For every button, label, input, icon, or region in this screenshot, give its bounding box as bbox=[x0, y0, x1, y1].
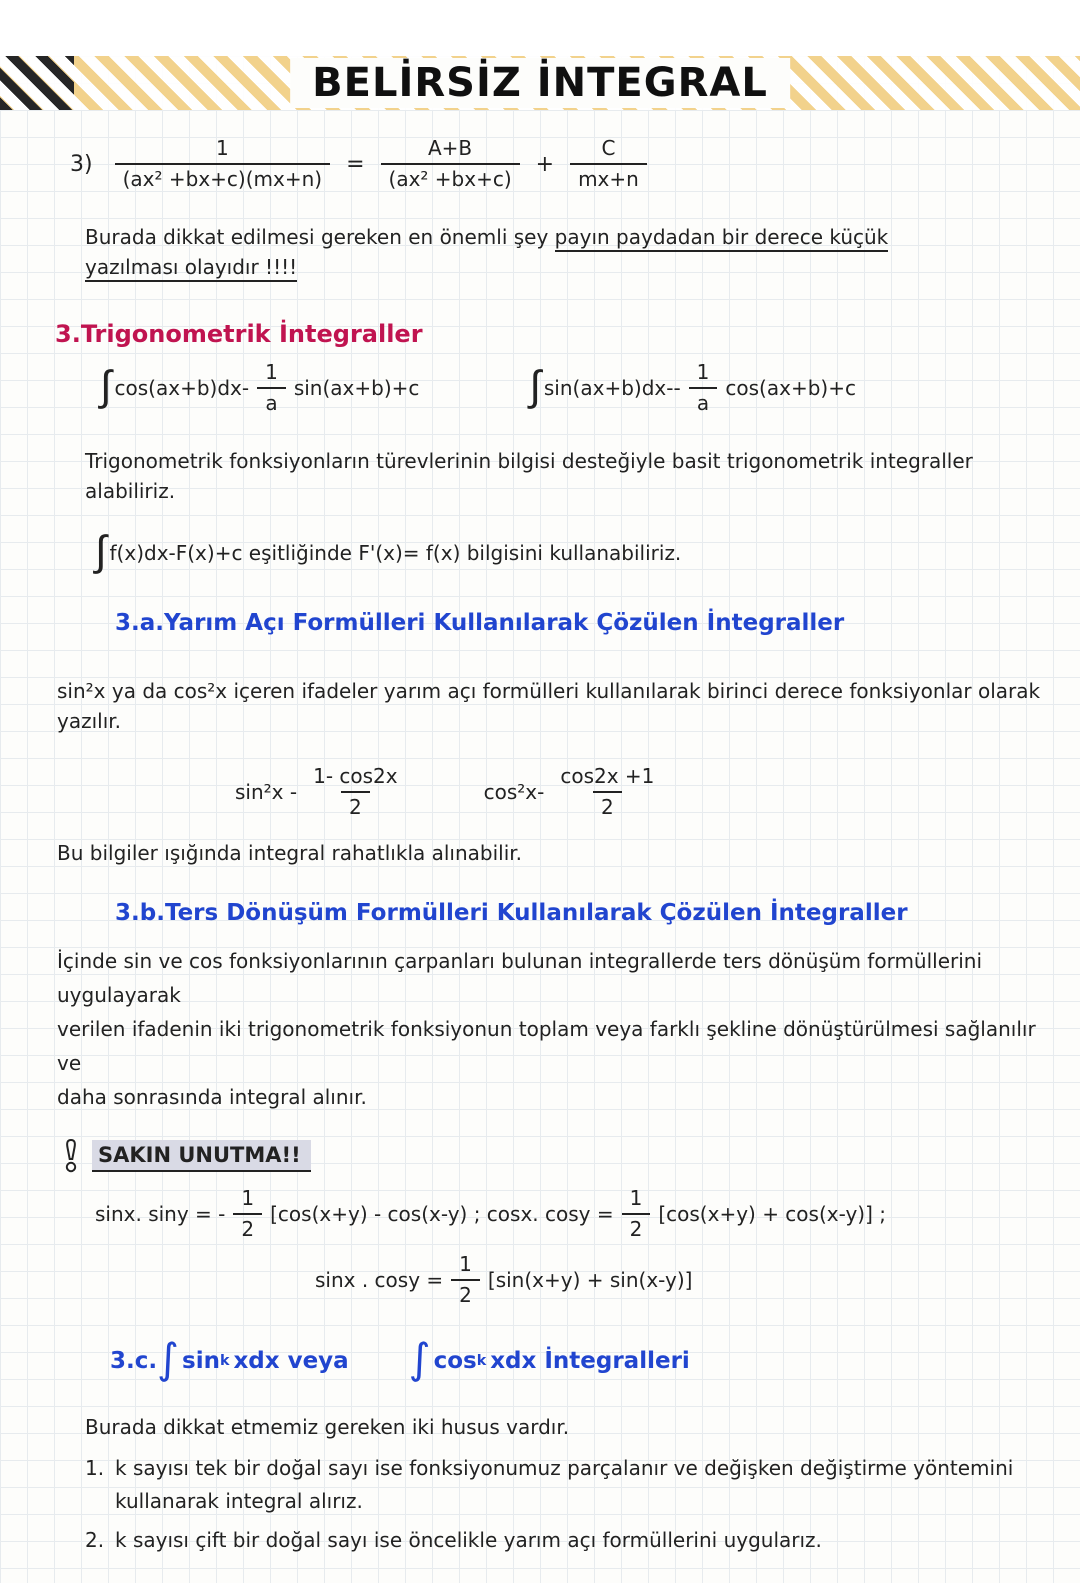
fraction bbox=[257, 360, 286, 416]
list-item bbox=[85, 1452, 1040, 1518]
section-3a-heading: 3.a.Yarım Açı Formülleri Kullanılarak Çözülen İntegraller bbox=[115, 610, 845, 636]
fraction-numerator: cos2x +1 bbox=[560, 764, 655, 788]
formula-text: cos²x- bbox=[483, 780, 545, 804]
two-cases-note: Burada dikkat etmemiz gereken iki husus vardır. bbox=[85, 1415, 570, 1439]
fraction bbox=[451, 1252, 480, 1308]
sin-squared-formula bbox=[235, 764, 414, 820]
formula-text: sin(ax+b)+c bbox=[293, 376, 420, 400]
fraction-denominator: a bbox=[689, 387, 717, 416]
note-text: Burada dikkat edilmesi gereken en önemli şey bbox=[85, 225, 555, 249]
fraction-2 bbox=[381, 136, 520, 192]
exponent: k bbox=[219, 1353, 230, 1369]
inverse-transform-note bbox=[57, 944, 1050, 1114]
fraction-denominator: 2 bbox=[451, 1279, 480, 1308]
formula-text: sin(ax+b)dx-- bbox=[543, 376, 681, 400]
fraction-denominator: (ax² +bx+c) bbox=[381, 163, 520, 192]
cos-squared-formula bbox=[484, 764, 671, 820]
list-text: k sayısı tek bir doğal sayı ise fonksiyonumuz parçalanır ve değişken değiştirme yöntemini kullanarak integral alırız. bbox=[115, 1456, 1014, 1513]
fraction-numerator: C bbox=[601, 136, 616, 160]
fraction-numerator: 1 bbox=[696, 360, 710, 384]
antiderivative-note bbox=[95, 526, 1080, 575]
page-title: BELİRSİZ İNTEGRAL bbox=[290, 58, 790, 108]
title-banner bbox=[0, 56, 1080, 110]
fraction-denominator: (ax² +bx+c)(mx+n) bbox=[115, 163, 330, 192]
paragraph-line: İçinde sin ve cos fonksiyonlarının çarpanları bulunan integrallerde ters dönüşüm formüllerini uygulayarak bbox=[57, 949, 983, 1007]
integration-easy-note: Bu bilgiler ışığında integral rahatlıkla alınabilir. bbox=[57, 841, 523, 865]
integral-sign: ∫ bbox=[529, 361, 541, 410]
fraction bbox=[622, 1186, 651, 1242]
formula-text: xdx İntegralleri bbox=[490, 1348, 690, 1374]
section-3-heading: 3.Trigonometrik İntegraller bbox=[55, 320, 423, 348]
fraction-1 bbox=[115, 136, 330, 192]
fraction-numerator: 1 bbox=[265, 360, 278, 384]
fraction bbox=[233, 1186, 262, 1242]
formula-text: [sin(x+y) + sin(x-y)] bbox=[487, 1268, 693, 1292]
fraction-numerator: 1 bbox=[215, 136, 229, 160]
section-number: 3.c. bbox=[110, 1348, 158, 1374]
formula-text: [cos(x+y) + cos(x-y)] ; bbox=[658, 1202, 886, 1226]
fraction bbox=[552, 764, 662, 820]
equals-sign: = bbox=[346, 151, 365, 177]
formula-text: sinx. siny = - bbox=[95, 1202, 226, 1226]
fraction-denominator: 2 bbox=[341, 791, 370, 820]
fraction bbox=[305, 764, 406, 820]
fraction-numerator: A+B bbox=[427, 136, 473, 160]
formula-text: xdx veya bbox=[233, 1348, 349, 1374]
formula-text: sin bbox=[182, 1348, 220, 1374]
fraction-denominator: 2 bbox=[622, 1213, 651, 1242]
exponent: k bbox=[476, 1353, 487, 1369]
reminder-block bbox=[60, 1138, 1080, 1174]
integral-sign: ∫ bbox=[95, 526, 107, 575]
numerator-degree-note bbox=[85, 222, 985, 282]
plus-sign: + bbox=[535, 151, 555, 177]
list-number: 1. bbox=[85, 1456, 105, 1480]
paragraph-line: daha sonrasında integral alınır. bbox=[57, 1085, 367, 1109]
formula-text: [cos(x+y) - cos(x-y) ; cosx. cosy = bbox=[270, 1202, 614, 1226]
item-number: 3) bbox=[70, 151, 93, 177]
note-underlined-text: payın paydadan bir derece küçük yazılması olayıdır !!!! bbox=[85, 225, 888, 282]
list-text: k sayısı çift bir doğal sayı ise öncelikle yarım açı formüllerini uygularız. bbox=[115, 1528, 822, 1552]
sin-integral-formula bbox=[529, 360, 856, 416]
trig-derivative-note: Trigonometrik fonksiyonların türevlerinin bilgisi desteğiyle basit trigonometrik integraller alabiliriz. bbox=[85, 449, 973, 503]
trig-integral-formulas bbox=[100, 360, 1080, 416]
fraction-denominator: 2 bbox=[593, 791, 622, 820]
notes-page bbox=[0, 56, 1080, 1583]
fraction-numerator: 1 bbox=[629, 1186, 643, 1210]
product-to-sum-line-2 bbox=[315, 1252, 1080, 1308]
exclamation-icon bbox=[60, 1138, 82, 1174]
formula-text: sinx . cosy = bbox=[315, 1268, 444, 1292]
half-angle-note: sin²x ya da cos²x içeren ifadeler yarım açı formülleri kullanılarak birinci derece fonksiyonlar olarak yazılır. bbox=[57, 679, 1041, 733]
fraction-3 bbox=[570, 136, 647, 192]
formula-text: f(x)dx-F(x)+c eşitliğinde F'(x)= f(x) bilgisini kullanabiliriz. bbox=[109, 541, 682, 565]
fraction-denominator: 2 bbox=[233, 1213, 262, 1242]
paragraph-line: verilen ifadenin iki trigonometrik fonksiyonun toplam veya farklı şekline dönüştürülmesi sağlanılır ve bbox=[57, 1017, 1036, 1075]
section-3b-heading: 3.b.Ters Dönüşüm Formülleri Kullanılarak Çözülen İntegraller bbox=[115, 900, 908, 926]
integral-sign: ∫ bbox=[100, 361, 112, 410]
partial-fraction-formula bbox=[70, 136, 1080, 192]
list-number: 2. bbox=[85, 1528, 105, 1552]
banner-dark-stripes bbox=[0, 56, 74, 110]
cos-integral-formula bbox=[100, 360, 419, 416]
fraction-denominator: a bbox=[257, 387, 285, 416]
fraction-numerator: 1- cos2x bbox=[313, 764, 398, 788]
integral-sign: ∫ bbox=[157, 1334, 180, 1383]
reminder-label: SAKIN UNUTMA!! bbox=[92, 1140, 311, 1172]
list-item bbox=[85, 1524, 1040, 1557]
cases-list bbox=[85, 1452, 1040, 1557]
formula-text: cos bbox=[433, 1348, 477, 1374]
half-angle-formulas bbox=[235, 764, 1080, 820]
formula-text: sin²x - bbox=[235, 780, 298, 804]
fraction-denominator: mx+n bbox=[570, 163, 647, 192]
formula-text: cos(ax+b)+c bbox=[725, 376, 856, 400]
fraction-numerator: 1 bbox=[459, 1252, 472, 1276]
fraction-numerator: 1 bbox=[241, 1186, 255, 1210]
section-3c-heading bbox=[110, 1334, 1080, 1383]
integral-sign: ∫ bbox=[408, 1334, 431, 1383]
fraction bbox=[689, 360, 718, 416]
product-to-sum-line-1 bbox=[95, 1186, 1080, 1242]
formula-text: cos(ax+b)dx- bbox=[114, 376, 250, 400]
